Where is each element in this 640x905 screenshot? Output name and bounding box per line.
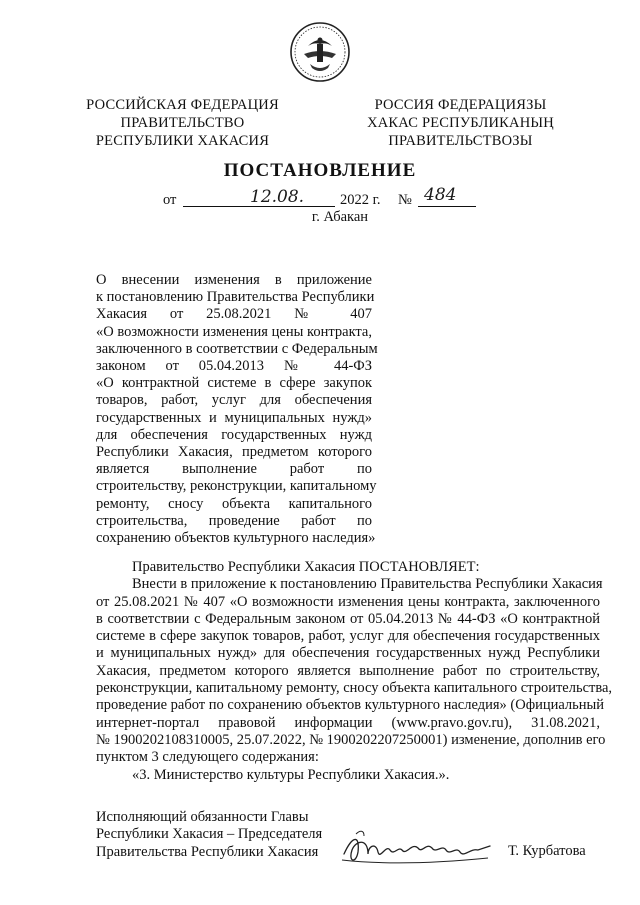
paragraph-line: № 1900202108310005, 25.07.2022, № 1900202207250001) изменение, дополнив его xyxy=(96,731,606,748)
header-left xyxy=(80,96,285,150)
subject-line: строительству, реконструкции, капитальному xyxy=(96,478,377,495)
decree-line: Правительство Республики Хакасия ПОСТАНОВЛЯЕТ: xyxy=(132,559,480,575)
subject-line: заключенного в соответствии с Федеральным xyxy=(96,340,378,357)
subject-line: законом от 05.04.2013 № 44-ФЗ xyxy=(96,358,372,375)
paragraph-line: Хакасия, предметом которого является выполнение работ по строительству, xyxy=(96,662,600,679)
city: г. Абакан xyxy=(311,209,369,225)
subject-block xyxy=(96,272,378,547)
handwritten-number: 484 xyxy=(424,185,457,205)
signatory-position xyxy=(96,809,322,861)
subject-line: ремонту, сносу объекта капитального xyxy=(96,495,372,512)
number-sign: № xyxy=(398,192,412,208)
paragraph-line: и муниципальных нужд» для обеспечения государственных нужд Республики xyxy=(96,645,600,662)
handwritten-signature xyxy=(338,824,498,870)
paragraph-line: реконструкции, капитальному ремонту, сносу объекта капитального строительства, xyxy=(96,680,613,697)
quote-line: «3. Министерство культуры Республики Хакасия.». xyxy=(132,766,450,783)
number-underline xyxy=(418,206,476,207)
subject-line: сохранению объектов культурного наследия» xyxy=(96,530,376,547)
decree-body xyxy=(96,559,613,784)
paragraph-line: проведение работ по сохранению объектов культурного наследия» (Официальный xyxy=(96,697,605,714)
subject-line: Республики Хакасия, предметом которого xyxy=(96,444,372,461)
paragraph-line: Внести в приложение к постановлению Правительства Республики Хакасия xyxy=(132,576,603,593)
signatory-name: Т. Курбатова xyxy=(508,843,586,859)
header-right-line: ХАКАС РЕСПУБЛИКАНЫҢ xyxy=(367,115,554,131)
subject-line: строительства, проведение работ по xyxy=(96,512,372,529)
paragraph-line: интернет-портал правовой информации (www.pravo.gov.ru), 31.08.2021, xyxy=(96,714,600,731)
coat-of-arms-emblem xyxy=(288,20,352,84)
subject-line: государственных и муниципальных нужд» xyxy=(96,409,372,426)
paragraph-line: в соответствии с Федеральным законом от 05.04.2013 № 44-ФЗ «О контрактной xyxy=(96,610,600,627)
subject-line: «О контрактной системе в сфере закупок xyxy=(96,375,372,392)
header-left-line: РОССИЙСКАЯ ФЕДЕРАЦИЯ xyxy=(86,97,279,113)
paragraph-line: системе в сфере закупок товаров, работ, услуг для обеспечения государственных xyxy=(96,628,600,645)
subject-line: Хакасия от 25.08.2021 № 407 xyxy=(96,306,372,323)
header-right xyxy=(358,96,563,150)
subject-line: является выполнение работ по xyxy=(96,461,372,478)
subject-line: к постановлению Правительства Республики xyxy=(96,289,375,306)
subject-line: для обеспечения государственных нужд xyxy=(96,426,372,443)
date-year: 2022 г. xyxy=(340,192,381,208)
subject-line: «О возможности изменения цены контракта, xyxy=(96,323,372,340)
header-left-line: ПРАВИТЕЛЬСТВО xyxy=(120,115,245,131)
position-line: Исполняющий обязанности Главы xyxy=(96,809,309,825)
position-line: Правительства Республики Хакасия xyxy=(96,843,319,860)
subject-line: О внесении изменения в приложение xyxy=(96,272,372,288)
document-title: ПОСТАНОВЛЕНИЕ xyxy=(223,160,417,181)
header-left-line: РЕСПУБЛИКИ ХАКАСИЯ xyxy=(95,133,270,149)
header-right-line: ПРАВИТЕЛЬСТВОЗЫ xyxy=(388,133,533,149)
date-prefix: от xyxy=(163,192,177,208)
subject-line: товаров, работ, услуг для обеспечения xyxy=(96,392,372,409)
handwritten-date: 12.08. xyxy=(250,187,305,207)
position-line: Республики Хакасия – Председателя xyxy=(96,826,323,843)
paragraph-line: пунктом 3 следующего содержания: xyxy=(96,749,319,766)
header-right-line: РОССИЯ ФЕДЕРАЦИЯЗЫ xyxy=(374,97,547,113)
paragraph-line: от 25.08.2021 № 407 «О возможности изменения цены контракта, заключенного xyxy=(96,593,600,610)
